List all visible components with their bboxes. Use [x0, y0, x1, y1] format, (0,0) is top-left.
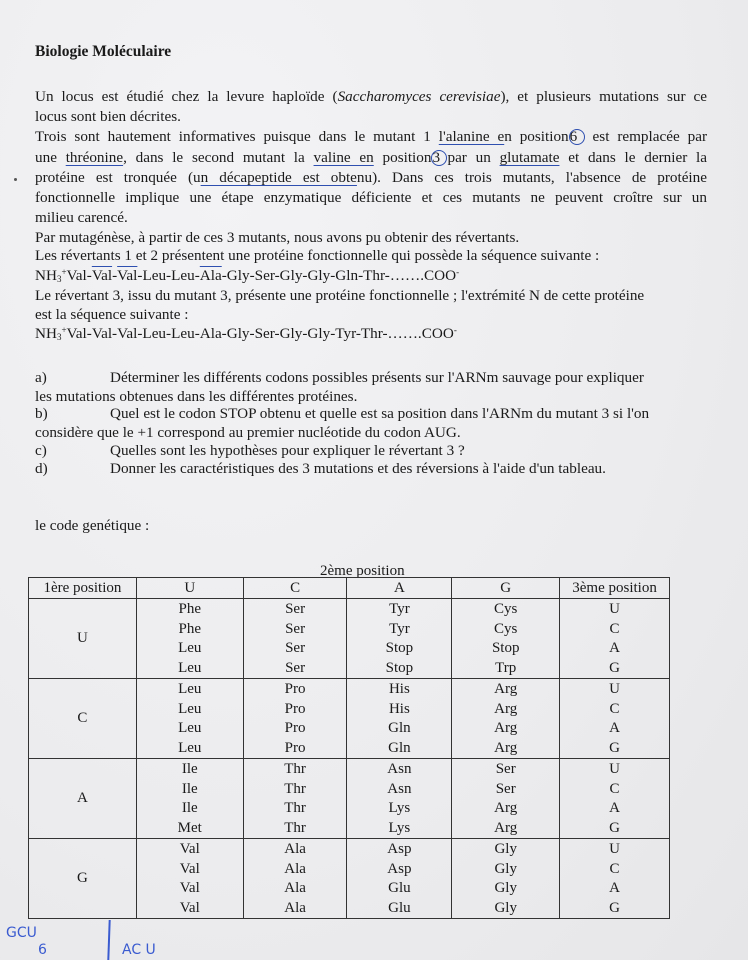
amino-acid: Pro [284, 739, 306, 756]
question-c: c) Quelles sont les hypothèses pour expliquer le révertant 3 ? [35, 442, 465, 459]
amino-acid: Cys [494, 620, 518, 637]
pen-mark-val3: $\overline{Val}$ [117, 267, 138, 284]
amino-acid: Leu [178, 640, 202, 656]
amino-acid: Leu [178, 700, 202, 717]
pen-mark-ala: $\overline{Ala}$ [199, 267, 222, 284]
third-position-base: U [609, 601, 620, 617]
amino-acid: Stop [491, 640, 520, 656]
amino-acid-cell [347, 679, 452, 759]
handwritten-note-gcu: GCU [6, 925, 37, 941]
amino-acid: Ile [181, 800, 198, 816]
third-position-base: G [609, 739, 620, 756]
amino-acid: Phe [178, 601, 202, 617]
third-position-base: A [609, 640, 620, 656]
amino-acid: Asp [387, 860, 412, 877]
amino-acid: Asp [387, 841, 412, 857]
amino-acid: Ile [181, 761, 198, 777]
third-position-base: C [609, 620, 620, 637]
amino-acid: Gln [388, 720, 411, 736]
amino-acid: Ala [284, 860, 306, 877]
amino-acid: His [388, 681, 410, 697]
amino-acid: Arg [494, 819, 518, 836]
amino-acid: Ser [285, 601, 306, 617]
paragraph-line-9: Les révertants 1 et 2 présentent une protéine fonctionnelle qui possède la séquence suivante : [35, 247, 600, 264]
amino-acid: Val [179, 860, 200, 877]
amino-acid: Gly [494, 841, 517, 857]
amino-acid: Stop [385, 659, 414, 676]
amino-acid: Leu [178, 739, 202, 756]
amino-acid: Ser [495, 780, 516, 797]
amino-acid: Arg [494, 720, 518, 736]
amino-acid: Gln [388, 739, 411, 756]
paragraph-line-3: Trois sont hautement informatives puisque dans le mutant 1 l'alanine en position6 est remplacée par [35, 128, 708, 145]
third-position-cell [560, 759, 670, 839]
header-u: U [136, 578, 243, 599]
scan-speck [14, 178, 17, 181]
first-position-base: G [29, 839, 137, 919]
pen-underline-decapeptide: n décapeptide est obte [200, 169, 357, 186]
pen-underline-valine: valine en [313, 149, 374, 166]
amino-acid-cell [452, 679, 560, 759]
third-position-cell [560, 839, 670, 919]
amino-acid: Thr [284, 761, 306, 777]
third-position-base: G [609, 659, 620, 676]
amino-acid: Trp [495, 659, 517, 676]
amino-acid: Asn [387, 780, 412, 797]
table-header-row [29, 578, 670, 599]
third-position-base: C [609, 860, 620, 877]
amino-acid: Tyr [389, 601, 410, 617]
amino-acid-cell [136, 839, 243, 919]
codon-row-group [29, 759, 670, 839]
amino-acid-cell [347, 599, 452, 679]
third-position-base: A [609, 880, 620, 896]
third-position-base: C [609, 700, 620, 717]
amino-acid: Gly [494, 860, 517, 877]
pen-underline-glutamate: glutamate [499, 149, 560, 166]
header-a: A [347, 578, 452, 599]
amino-acid: Thr [284, 800, 306, 816]
amino-acid: Val [179, 880, 200, 896]
pen-underline-alanine: l'alanine e [438, 128, 505, 145]
amino-acid: Pro [284, 700, 306, 717]
paragraph-line-11: est la séquence suivante : [35, 306, 189, 323]
amino-acid: Asn [387, 761, 412, 777]
amino-acid: Pro [284, 681, 306, 697]
paragraph-line-8: Par mutagénèse, à partir de ces 3 mutants, nous avons pu obtenir des révertants. [35, 229, 520, 246]
header-g: G [452, 578, 560, 599]
amino-acid-cell [136, 599, 243, 679]
amino-acid: Arg [494, 700, 518, 717]
amino-acid: Ser [285, 640, 306, 656]
third-position-base: C [609, 780, 620, 797]
amino-acid: Gly [494, 880, 517, 896]
pen-mark-val2: $\overline{Val}$ [91, 267, 113, 284]
paragraph-line-2: locus sont bien décrites. [35, 108, 181, 125]
third-position-base: U [609, 841, 620, 857]
third-position-base: G [609, 899, 620, 916]
amino-acid-cell [243, 839, 347, 919]
amino-acid: Ala [284, 880, 306, 896]
genetic-code-title: le code genétique : [35, 517, 150, 534]
amino-acid: Gly [494, 899, 517, 916]
paragraph-line-7: milieu carencé. [35, 209, 128, 226]
codon-row-group [29, 839, 670, 919]
amino-acid-cell [243, 759, 347, 839]
header-first-position: 1ère position [29, 578, 137, 599]
codon-row-group [29, 679, 670, 759]
amino-acid: Ala [284, 841, 306, 857]
species-name: Saccharomyces cerevisiae [337, 88, 501, 105]
sequence-revertant-3: $NH_3^+Val-Val-Val-Leu-Leu-Ala-Gly-Ser-Gly-Gly-Tyr-Thr-\dots\dots.COO^-$ [35, 325, 457, 342]
amino-acid: Tyr [389, 620, 410, 637]
amino-acid-cell [243, 679, 347, 759]
amino-acid: Glu [388, 899, 411, 916]
question-b-cont: considère que le +1 correspond au premier nucléotide du codon AUG. [35, 424, 461, 441]
amino-acid: Ser [285, 659, 306, 676]
amino-acid: Leu [178, 659, 202, 676]
handwritten-note-6: 6 [38, 942, 47, 958]
pen-underline-threonine: thréonine [65, 149, 124, 166]
amino-acid: Thr [284, 780, 306, 797]
amino-acid: His [388, 700, 410, 717]
amino-acid: Met [177, 819, 202, 836]
amino-acid-cell [452, 599, 560, 679]
amino-acid-cell [347, 839, 452, 919]
amino-acid-cell [136, 759, 243, 839]
first-position-base: U [29, 599, 137, 679]
amino-acid-cell [347, 759, 452, 839]
amino-acid: Thr [284, 819, 306, 836]
amino-acid: Cys [494, 601, 518, 617]
header-third-position: 3ème position [560, 578, 670, 599]
amino-acid-cell [452, 839, 560, 919]
question-d: d) Donner les caractéristiques des 3 mutations et des réversions à l'aide d'un tableau. [35, 460, 606, 477]
amino-acid-cell [452, 759, 560, 839]
first-position-base: C [29, 679, 137, 759]
handwritten-line [107, 920, 110, 960]
third-position-base: A [609, 800, 620, 816]
amino-acid: Arg [494, 681, 518, 697]
question-a: a) Déterminer les différents codons possibles présents sur l'ARNm sauvage pour expliquer [35, 369, 644, 386]
second-position-label: 2ème position [320, 563, 405, 579]
amino-acid: Pro [284, 720, 306, 736]
third-position-base: G [609, 819, 620, 836]
document-title: Biologie Moléculaire [35, 43, 172, 60]
pen-circle-position-3: 3 [431, 150, 447, 166]
amino-acid: Ala [284, 899, 306, 916]
amino-acid: Stop [385, 640, 414, 656]
amino-acid: Glu [388, 880, 411, 896]
third-position-cell [560, 599, 670, 679]
handwritten-note-acu: AC U [122, 942, 156, 958]
sequence-revertants-1-2: $NH_3^+Val-\overline{Val}-\overline{Val}-Leu-Leu-\overline{Ala}-Gly-Ser-Gly-Gly-Gln-Thr-\dots\dots.COO^-$ [35, 267, 460, 284]
amino-acid: Lys [388, 800, 411, 816]
amino-acid: Lys [388, 819, 411, 836]
amino-acid: Val [179, 841, 200, 857]
amino-acid: Arg [494, 739, 518, 756]
amino-acid: Ser [285, 620, 306, 637]
amino-acid: Phe [178, 620, 202, 637]
first-position-base: A [29, 759, 137, 839]
third-position-base: U [609, 681, 620, 697]
third-position-base: A [609, 720, 620, 736]
amino-acid: Leu [178, 681, 202, 697]
codon-row-group [29, 599, 670, 679]
third-position-cell [560, 679, 670, 759]
header-c: C [243, 578, 347, 599]
paragraph-line-10: Le révertant 3, issu du mutant 3, présente une protéine fonctionnelle ; l'extrémité N de cette protéine [35, 287, 645, 304]
question-b: b) Quel est le codon STOP obtenu et quelle est sa position dans l'ARNm du mutant 3 si l'on [35, 405, 650, 422]
paragraph-line-6: fonctionnelle implique une étape enzymatique déficiente et ces mutants ne peuvent croître sur un [35, 189, 707, 206]
third-position-base: U [609, 761, 620, 777]
genetic-code-table [28, 577, 670, 919]
amino-acid: Ser [495, 761, 516, 777]
amino-acid: Leu [178, 720, 202, 736]
paragraph-line-5: protéine est tronquée (un décapeptide est obtenu). Dans ces trois mutants, l'absence de protéine [35, 169, 707, 186]
amino-acid: Val [179, 899, 200, 916]
pen-circle-position-6: 6 [569, 129, 585, 145]
paragraph-line-4: une thréonine, dans le second mutant la valine en position3 par un glutamate et dans le dernier la [35, 149, 707, 166]
amino-acid-cell [136, 679, 243, 759]
amino-acid: Ile [181, 780, 198, 797]
paragraph-line-1: Un locus est étudié chez la levure haploïde (Saccharomyces cerevisiae), et plusieurs mutations sur ce [35, 88, 707, 105]
amino-acid: Arg [494, 800, 518, 816]
question-a-cont: les mutations obtenues dans les différentes protéines. [35, 388, 358, 405]
amino-acid-cell [243, 599, 347, 679]
